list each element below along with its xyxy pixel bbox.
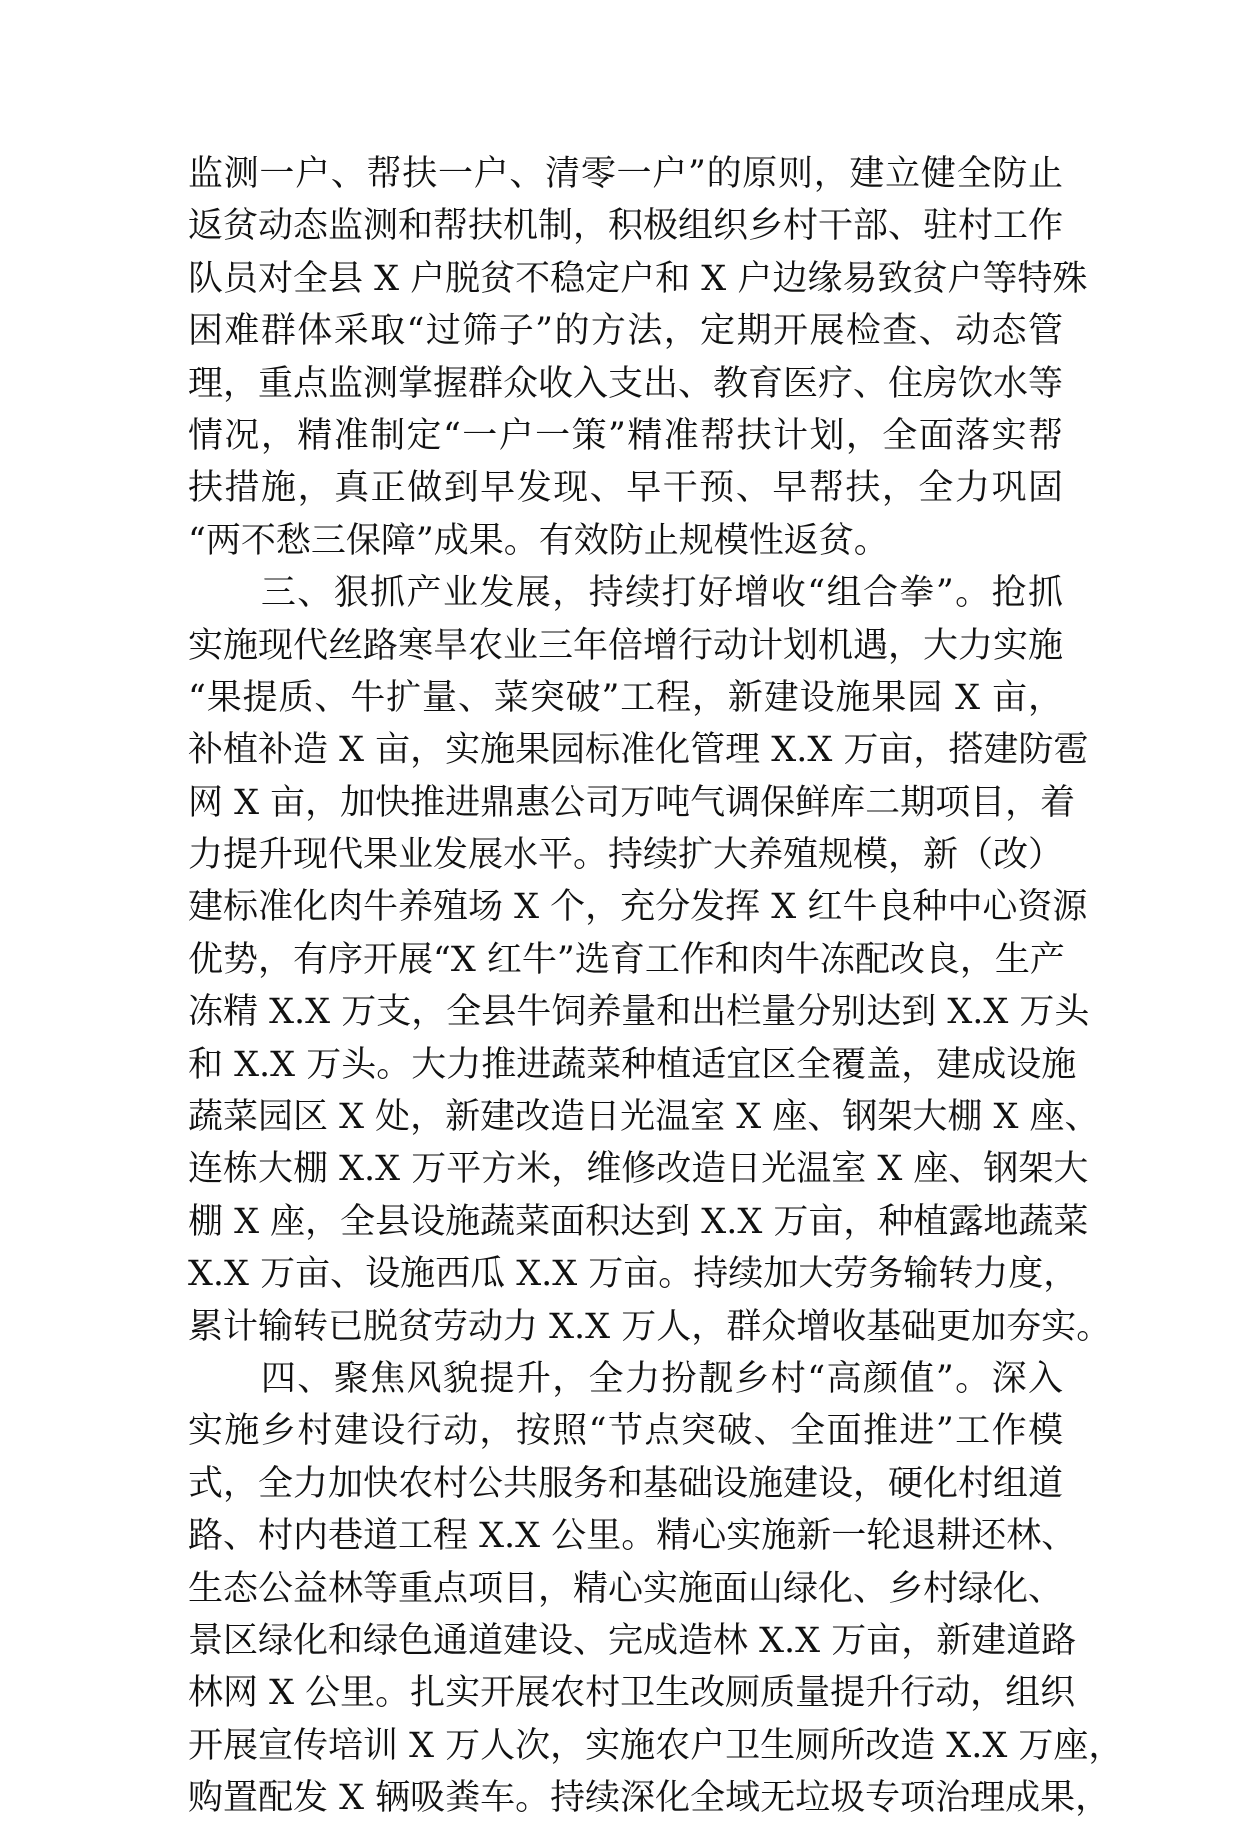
- text-line: 监测一户、帮扶一户、清零一户”的原则，建立健全防止: [188, 154, 1063, 194]
- text-line: 林网 X 公里。扎实开展农村卫生改厕质量提升行动，组织: [188, 1673, 1076, 1714]
- text-line: 网 X 亩，加快推进鼎惠公司万吨气调保鲜库二期项目，着: [188, 782, 1076, 823]
- text-line: 力提升现代果业发展水平。持续扩大养殖规模，新（改）: [188, 835, 1064, 876]
- text-line: X.X 万亩、设施西瓜 X.X 万亩。持续加大劳务输转力度，: [188, 1254, 1079, 1295]
- text-line: 优势，有序开展“X 红牛”选育工作和肉牛冻配改良，生产: [188, 939, 1065, 980]
- text-line: 困难群体采取“过筛子”的方法，定期开展检查、动态管: [188, 311, 1063, 352]
- text-line: 生态公益林等重点项目，精心实施面山绿化、乡村绿化、: [188, 1568, 1064, 1609]
- text-line: 情况，精准制定“一户一策”精准帮扶计划，全面落实帮: [188, 415, 1063, 456]
- text-line: 棚 X 座，全县设施蔬菜面积达到 X.X 万亩，种植露地蔬菜: [188, 1201, 1089, 1242]
- section-heading-line: 四、聚焦风貌提升，全力扮靓乡村“高颜值”。深入: [188, 1358, 1063, 1399]
- text-line: 路、村内巷道工程 X.X 公里。精心实施新一轮退耕还林、: [188, 1516, 1077, 1557]
- text-line: 扶措施，真正做到早发现、早干预、早帮扶，全力巩固: [188, 468, 1063, 509]
- section-heading-line: 三、狠抓产业发展，持续打好增收“组合拳”。抢抓: [188, 573, 1063, 614]
- text-line: 蔬菜园区 X 处，新建改造日光温室 X 座、钢架大棚 X 座、: [188, 1097, 1100, 1138]
- text-line: 建标准化肉牛养殖场 X 个，充分发挥 X 红牛良种中心资源: [188, 887, 1088, 928]
- text-line: 理，重点监测掌握群众收入支出、教育医疗、住房饮水等: [188, 363, 1064, 404]
- text-line: 队员对全县 X 户脱贫不稳定户和 X 户边缘易致贫户等特殊: [188, 258, 1088, 299]
- text-line: 实施现代丝路寒旱农业三年倍增行动计划机遇，大力实施: [188, 625, 1064, 666]
- text-line: “果提质、牛扩量、菜突破”工程，新建设施果园 X 亩，: [188, 677, 1063, 718]
- text-line: 开展宣传培训 X 万人次，实施农户卫生厕所改造 X.X 万座，: [188, 1725, 1124, 1766]
- paragraph-end-line: “两不愁三保障”成果。有效防止规模性返贫。: [188, 520, 889, 561]
- text-line: 购置配发 X 辆吸粪车。持续深化全域无垃圾专项治理成果，: [188, 1778, 1111, 1819]
- text-line: 实施乡村建设行动，按照“节点突破、全面推进”工作模: [188, 1411, 1063, 1452]
- text-line: 返贫动态监测和帮扶机制，积极组织乡村干部、驻村工作: [188, 206, 1064, 247]
- text-line: 和 X.X 万头。大力推进蔬菜种植适宜区全覆盖，建成设施: [188, 1044, 1077, 1085]
- text-line: 冻精 X.X 万支，全县牛饲养量和出栏量分别达到 X.X 万头: [188, 992, 1090, 1033]
- text-line: 连栋大棚 X.X 万平方米，维修改造日光温室 X 座、钢架大: [188, 1149, 1089, 1190]
- paragraph-end-line: 累计输转已脱贫劳动力 X.X 万人，群众增收基础更加夯实。: [188, 1306, 1112, 1347]
- text-line: 式，全力加快农村公共服务和基础设施建设，硬化村组道: [188, 1463, 1064, 1504]
- text-line: 景区绿化和绿色通道建设、完成造林 X.X 万亩，新建道路: [188, 1620, 1077, 1661]
- body-text: [188, 148, 1124, 1825]
- text-line: 补植补造 X 亩，实施果园标准化管理 X.X 万亩，搭建防雹: [188, 730, 1089, 771]
